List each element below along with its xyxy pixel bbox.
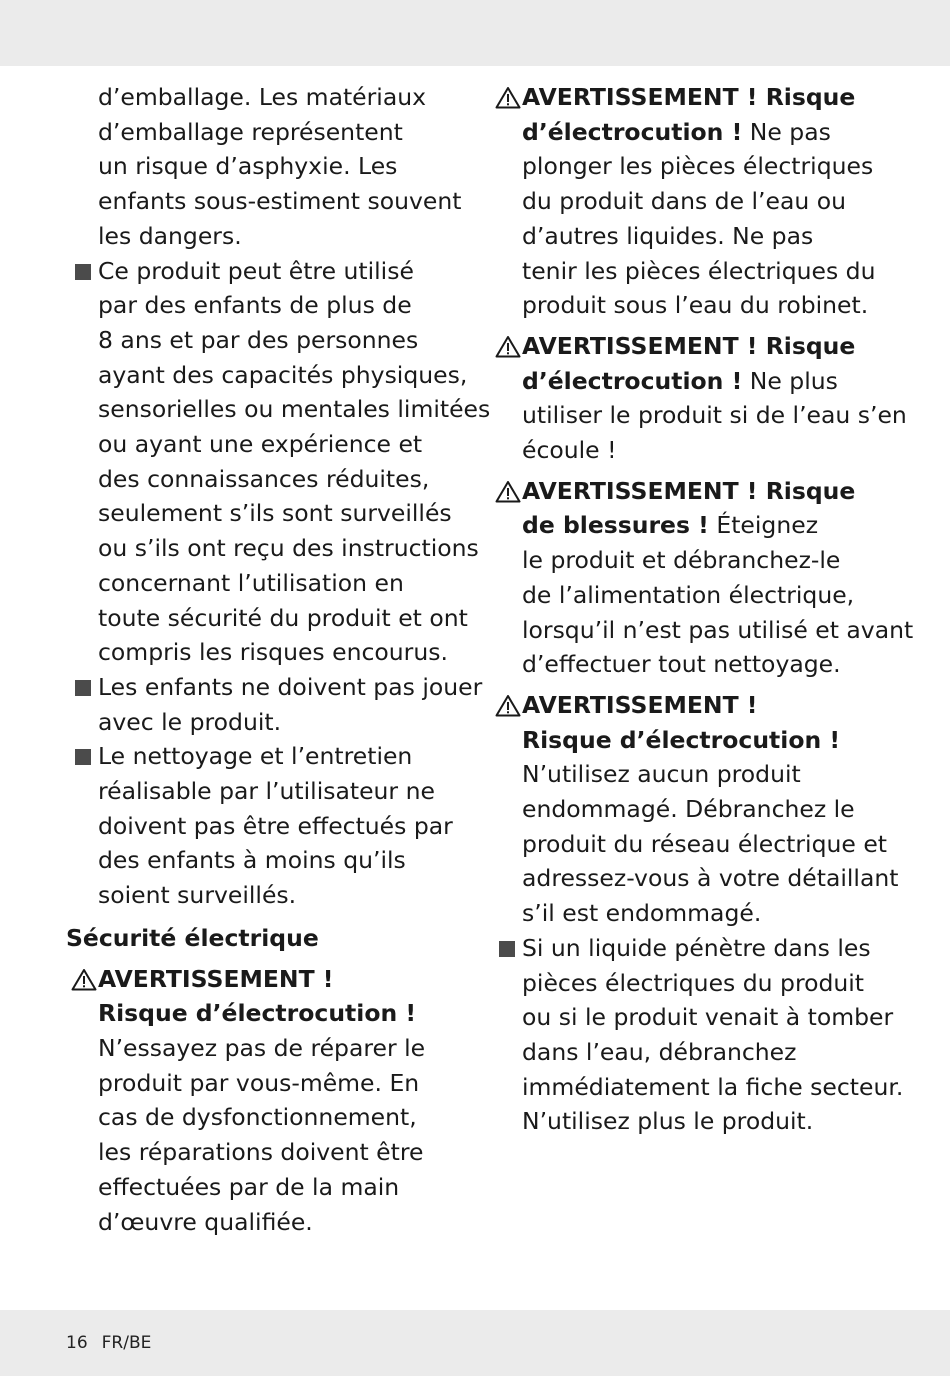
warning-triangle-icon	[494, 80, 522, 115]
text-line: d’emballage. Les matériaux	[98, 83, 427, 111]
text-line: Ce produit peut être utilisé	[98, 256, 414, 285]
warning-triangle-icon	[70, 962, 98, 997]
text-line: s’il est endommagé.	[522, 899, 762, 928]
text-line: N’essayez pas de réparer le	[98, 1033, 426, 1062]
bullet-item-children-use	[66, 254, 491, 670]
text-line: Si un liquide pénètre dans les	[522, 933, 871, 962]
text-line: effectuées par de la main	[98, 1172, 400, 1201]
warning-triangle-icon	[494, 329, 522, 364]
bullet-square-icon	[494, 931, 522, 966]
text-line: lorsqu’il n’est pas utilisé et avant	[522, 615, 914, 644]
warning-title: AVERTISSEMENT ! Risque	[522, 331, 856, 360]
text-line: soient surveillés.	[98, 881, 297, 910]
text-line: ou s’ils ont reçu des instructions	[98, 534, 479, 563]
text-line: Le nettoyage et l’entretien	[98, 742, 413, 771]
warning-immersion	[490, 80, 910, 323]
warning-subtitle: d’électrocution !	[522, 117, 743, 146]
warning-title: AVERTISSEMENT !	[98, 964, 334, 993]
warning-title: AVERTISSEMENT ! Risque	[522, 476, 856, 505]
text-line: d’autres liquides. Ne pas	[522, 221, 814, 250]
text-line: ou si le produit venait à tomber	[522, 1003, 894, 1032]
section-heading: Sécurité électrique	[66, 923, 319, 952]
page-number: 16	[66, 1333, 88, 1353]
text-line: les réparations doivent être	[98, 1138, 424, 1167]
bullet-item-liquid	[490, 931, 910, 1139]
text-line: 8 ans et par des personnes	[98, 325, 419, 354]
text-line: écoule !	[522, 436, 617, 465]
text-line: les dangers.	[98, 221, 242, 250]
text-line: endommagé. Débranchez le	[522, 795, 855, 824]
warning-subtitle: d’électrocution !	[522, 366, 743, 395]
bullet-item-no-play	[66, 670, 483, 739]
text-line: enfants sous-estiment souvent	[98, 187, 462, 216]
text-line: compris les risques encourus.	[98, 638, 448, 667]
page-footer	[66, 1333, 151, 1353]
text-line: réalisable par l’utilisateur ne	[98, 777, 435, 806]
text-line: avec le produit.	[98, 707, 282, 736]
text-line: immédiatement la fiche secteur.	[522, 1072, 904, 1101]
text-line: sensorielles ou mentales limitées	[98, 395, 491, 424]
warning-triangle-icon	[494, 688, 522, 723]
text-line: adressez-vous à votre détaillant	[522, 864, 899, 893]
warning-title: AVERTISSEMENT ! Risque	[522, 83, 856, 111]
text-line: cas de dysfonctionnement,	[98, 1103, 417, 1132]
bullet-item-cleaning	[66, 739, 476, 913]
text-line: d’effectuer tout nettoyage.	[522, 650, 841, 679]
text-line: toute sécurité du produit et ont	[98, 603, 468, 632]
text-line: produit sous l’eau du robinet.	[522, 291, 869, 320]
text-line: produit du réseau électrique et	[522, 829, 887, 858]
text-line: dans l’eau, débranchez	[522, 1037, 797, 1066]
text-line: doivent pas être effectués par	[98, 811, 453, 840]
warning-title: AVERTISSEMENT !	[522, 690, 758, 719]
text-line: N’utilisez plus le produit.	[522, 1107, 814, 1136]
text-line: d’emballage représentent	[98, 117, 403, 146]
text-fragment: Ne pas	[749, 117, 831, 146]
warning-repair	[66, 962, 476, 1240]
text-line: ayant des capacités physiques,	[98, 360, 468, 389]
text-line: par des enfants de plus de	[98, 291, 412, 320]
continuation-paragraph	[66, 80, 476, 254]
text-line: concernant l’utilisation en	[98, 568, 404, 597]
right-column	[490, 80, 914, 1139]
text-line: tenir les pièces électriques du	[522, 256, 876, 285]
bullet-square-icon	[70, 739, 98, 774]
text-line: plonger les pièces électriques	[522, 152, 874, 181]
warning-subtitle: Risque d’électrocution !	[522, 725, 841, 754]
text-line: N’utilisez aucun produit	[522, 760, 801, 789]
text-fragment: Ne plus	[749, 366, 838, 395]
text-line: ou ayant une expérience et	[98, 430, 423, 459]
text-fragment: Éteignez	[716, 511, 819, 540]
bullet-square-icon	[70, 670, 98, 705]
left-column	[66, 80, 491, 1239]
warning-water-leak	[490, 329, 910, 468]
text-line: des connaissances réduites,	[98, 464, 430, 493]
warning-damaged-product	[490, 688, 910, 931]
text-line: de l’alimentation électrique,	[522, 580, 855, 609]
language-code: FR/BE	[101, 1333, 152, 1353]
bullet-square-icon	[70, 254, 98, 289]
text-line: produit par vous-même. En	[98, 1068, 420, 1097]
text-line: le produit et débranchez-le	[522, 546, 841, 575]
text-line: d’œuvre qualifiée.	[98, 1207, 313, 1236]
warning-triangle-icon	[494, 474, 522, 509]
text-line: un risque d’asphyxie. Les	[98, 152, 398, 181]
text-line: du produit dans de l’eau ou	[522, 187, 847, 216]
text-line: Les enfants ne doivent pas jouer	[98, 672, 483, 701]
top-band	[0, 0, 950, 66]
text-line: seulement s’ils sont surveillés	[98, 499, 452, 528]
warning-subtitle: de blessures !	[522, 511, 709, 540]
text-line: utiliser le produit si de l’eau s’en	[522, 401, 907, 430]
text-line: des enfants à moins qu’ils	[98, 846, 406, 875]
text-line: pièces électriques du produit	[522, 968, 865, 997]
warning-injury	[490, 474, 914, 682]
warning-subtitle: Risque d’électrocution !	[98, 999, 417, 1028]
